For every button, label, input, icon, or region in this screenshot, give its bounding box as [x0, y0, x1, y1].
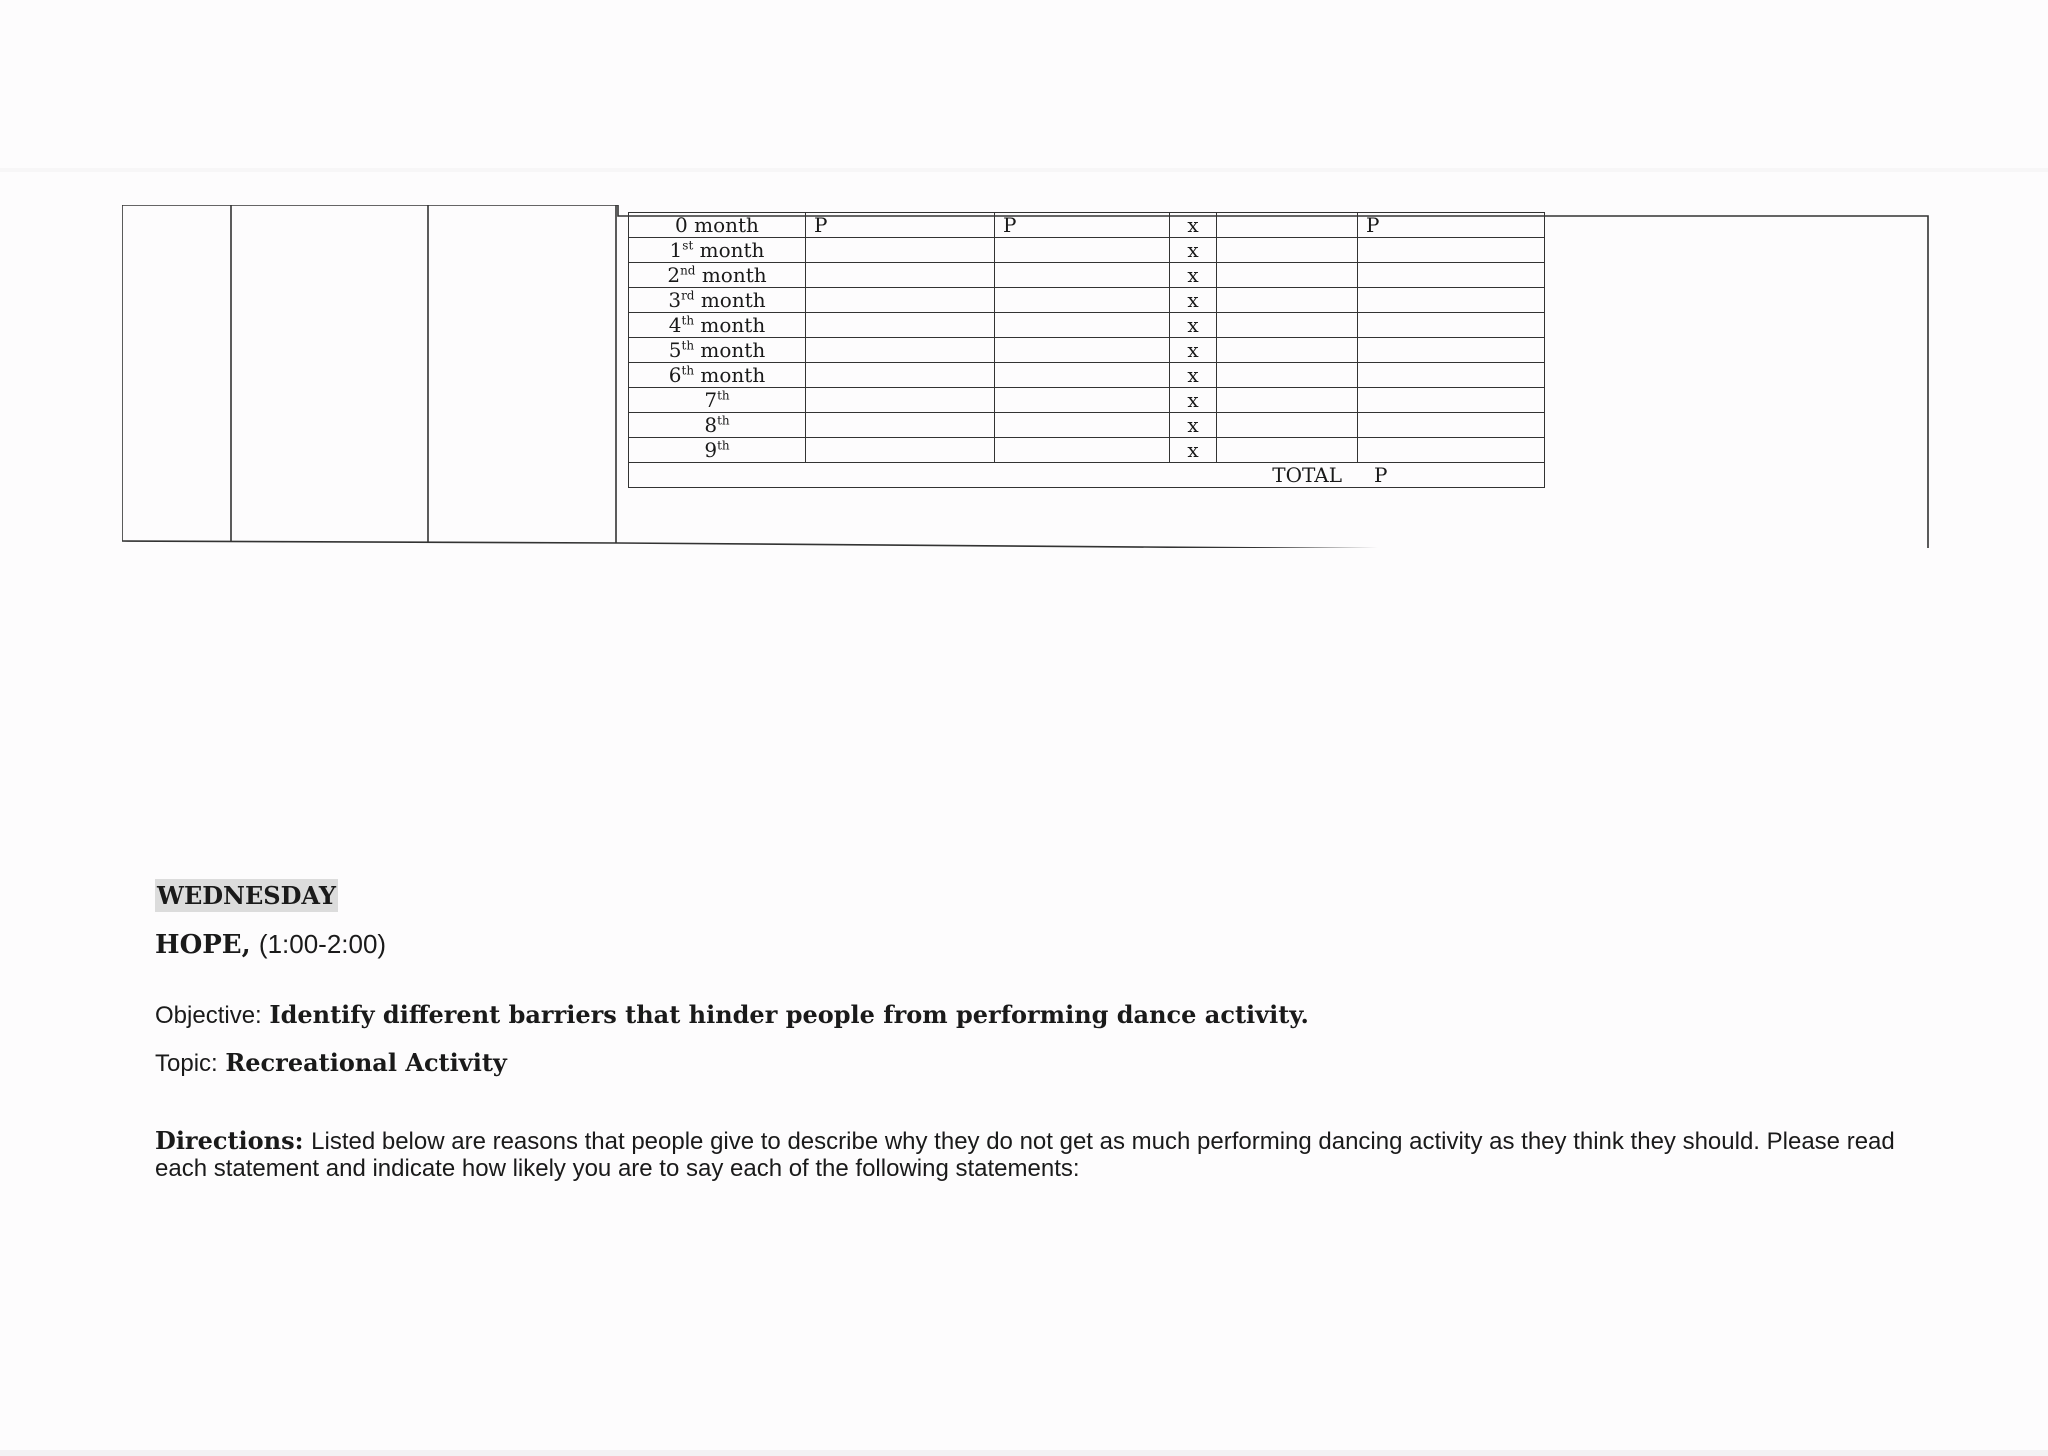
tracking-cell: x — [1170, 388, 1217, 413]
subject-line — [155, 929, 386, 960]
period-cell — [629, 363, 806, 388]
period-cell — [629, 238, 806, 263]
objective-text: Identify different barriers that hinder people from performing dance activity. — [269, 1000, 1309, 1029]
period-number: 5 — [668, 338, 682, 362]
tracking-cell — [995, 413, 1170, 438]
subject-name: HOPE, — [155, 930, 251, 960]
tracking-cell — [1358, 238, 1545, 263]
tracking-cell — [806, 363, 995, 388]
tracking-cell — [806, 438, 995, 463]
period-suffix: th — [681, 313, 695, 328]
tracking-cell — [1358, 363, 1545, 388]
tracking-cell: P — [995, 213, 1170, 238]
period-label: month — [695, 263, 767, 287]
table-row — [629, 338, 1545, 363]
period-suffix: th — [681, 363, 695, 378]
tracking-cell: P — [806, 213, 995, 238]
topic-text: Recreational Activity — [225, 1048, 507, 1077]
tracking-cell — [1217, 363, 1358, 388]
tracking-cell — [995, 363, 1170, 388]
subject-time: (1:00-2:00) — [258, 929, 387, 959]
objective-label: Objective: — [155, 1002, 262, 1029]
tracking-cell — [1217, 263, 1358, 288]
tracking-cell — [995, 313, 1170, 338]
table-row — [629, 363, 1545, 388]
tracking-cell — [806, 338, 995, 363]
tracking-cell — [995, 438, 1170, 463]
period-number: 3 — [668, 288, 682, 312]
tracking-cell: x — [1170, 288, 1217, 313]
total-value: P — [1374, 463, 1388, 487]
period-label: month — [694, 363, 766, 387]
tracking-cell: x — [1170, 213, 1217, 238]
table-row — [629, 238, 1545, 263]
tracking-cell — [806, 263, 995, 288]
scan-artifact — [0, 1450, 2048, 1456]
period-cell — [629, 338, 806, 363]
tracking-cell — [995, 238, 1170, 263]
period-suffix: th — [717, 413, 730, 428]
tracking-cell — [1217, 213, 1358, 238]
directions-label: Directions: — [155, 1126, 304, 1155]
period-number: 4 — [668, 313, 682, 337]
tracking-cell — [1358, 263, 1545, 288]
period-label: 0 month — [675, 213, 759, 237]
period-suffix: st — [682, 238, 694, 253]
tracking-cell — [1358, 438, 1545, 463]
total-cell — [629, 463, 1545, 488]
objective-line — [155, 1000, 1309, 1030]
directions-paragraph — [155, 1128, 1895, 1182]
scan-artifact — [0, 168, 2048, 172]
period-suffix: th — [717, 388, 730, 403]
table-row — [629, 313, 1545, 338]
tracking-cell: x — [1170, 263, 1217, 288]
period-label: month — [694, 313, 766, 337]
tracking-cell — [1217, 413, 1358, 438]
table-row — [629, 213, 1545, 238]
tracking-cell — [1358, 313, 1545, 338]
period-suffix: th — [681, 338, 695, 353]
period-number: 8 — [704, 413, 718, 437]
period-cell — [629, 388, 806, 413]
period-number: 6 — [668, 363, 682, 387]
tracking-cell — [1217, 388, 1358, 413]
tracking-cell: P — [1358, 213, 1545, 238]
tracking-cell — [1217, 238, 1358, 263]
period-label: month — [694, 338, 766, 362]
tracking-cell — [995, 388, 1170, 413]
period-cell — [629, 438, 806, 463]
tracking-cell: x — [1170, 438, 1217, 463]
progress-tracking-table — [628, 212, 1545, 488]
table-row — [629, 413, 1545, 438]
period-cell — [629, 313, 806, 338]
tracking-cell — [1358, 288, 1545, 313]
table-row — [629, 388, 1545, 413]
period-number: 9 — [704, 438, 718, 462]
tracking-cell: x — [1170, 413, 1217, 438]
period-number: 1 — [669, 238, 683, 262]
table-row — [629, 288, 1545, 313]
tracking-cell — [1217, 338, 1358, 363]
tracking-cell — [806, 388, 995, 413]
period-label: month — [694, 288, 766, 312]
tracking-cell — [1217, 288, 1358, 313]
topic-line — [155, 1048, 507, 1078]
tracking-cell — [806, 413, 995, 438]
tracking-cell — [1358, 388, 1545, 413]
tracking-cell — [1358, 413, 1545, 438]
tracking-cell — [806, 313, 995, 338]
tracking-cell: x — [1170, 313, 1217, 338]
period-cell — [629, 213, 806, 238]
total-row — [629, 463, 1545, 488]
period-cell — [629, 263, 806, 288]
period-label: month — [693, 238, 765, 262]
tracking-cell: x — [1170, 338, 1217, 363]
tracking-cell: x — [1170, 238, 1217, 263]
period-cell — [629, 413, 806, 438]
table-row — [629, 438, 1545, 463]
day-heading: WEDNESDAY — [157, 881, 336, 910]
tracking-cell — [806, 238, 995, 263]
tracking-cell — [995, 263, 1170, 288]
directions-text: Listed below are reasons that people give to describe why they do not get as much performing dancing activity as they think they should. Please read each statement and indicate how likely you are to say each of the following statements: — [155, 1128, 1895, 1182]
period-suffix: th — [717, 438, 730, 453]
table-row — [629, 263, 1545, 288]
tracking-cell — [1217, 438, 1358, 463]
period-suffix: rd — [681, 288, 695, 303]
period-cell — [629, 288, 806, 313]
period-suffix: nd — [680, 263, 696, 278]
tracking-cell — [806, 288, 995, 313]
period-number: 7 — [704, 388, 718, 412]
tracking-cell — [1217, 313, 1358, 338]
topic-label: Topic: — [155, 1050, 218, 1077]
tracking-cell — [1358, 338, 1545, 363]
tracking-cell — [995, 288, 1170, 313]
tracking-cell — [995, 338, 1170, 363]
period-number: 2 — [667, 263, 681, 287]
tracking-cell: x — [1170, 363, 1217, 388]
total-label: TOTAL — [1272, 463, 1342, 487]
